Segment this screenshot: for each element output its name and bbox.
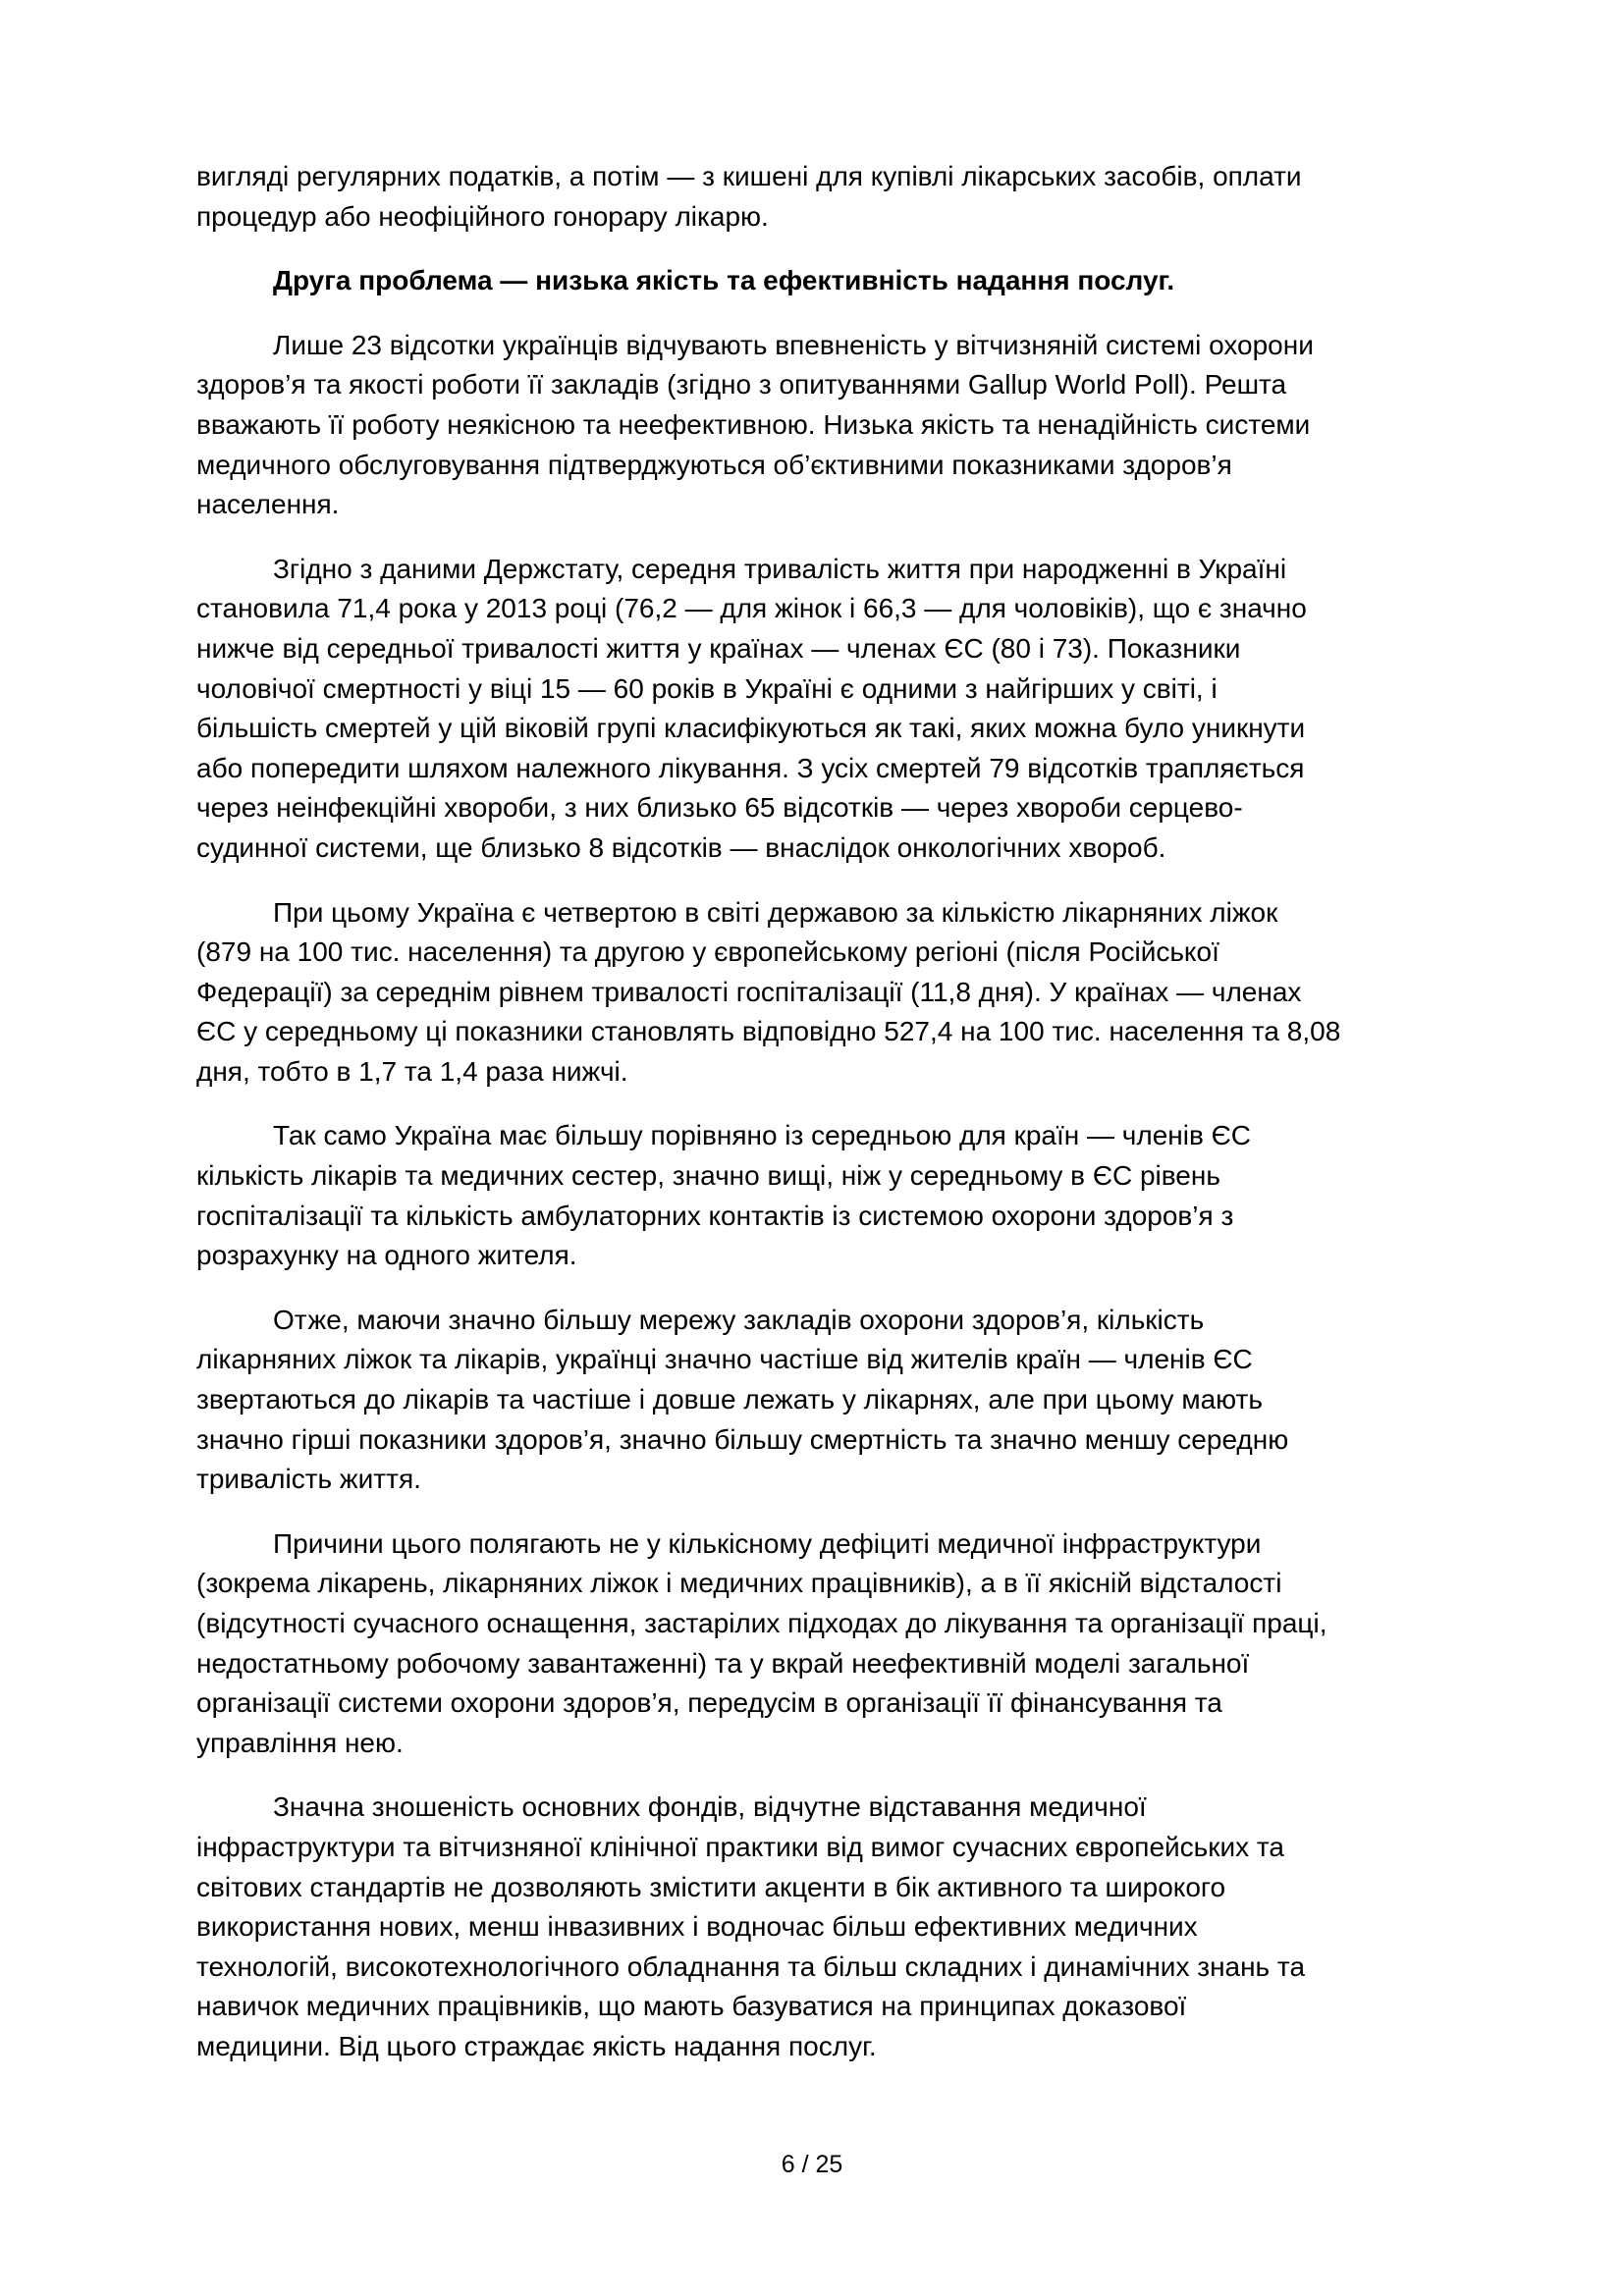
- paragraph-causes: Причини цього полягають не у кількісному дефіциті медичної інфраструктури (зокрема лікарень, лікарняних ліжок і медичних працівників), а в її якісній відсталості (відсутності сучасного оснащення, застарілих підходах до лікування та організації праці, недостатньому робочому завантаженні) та у вкрай неефективній моделі загальної організації системи охорони здоров’я, передусім в організації її фінансування та управління нею.: [196, 1527, 1327, 1758]
- page-number: 6 / 25: [781, 2151, 843, 2178]
- document-page: [196, 157, 1434, 2092]
- paragraph-doctors-nurses: Так само Україна має більшу порівняно із середньою для країн — членів ЄС кількість лікарів та медичних сестер, значно вищі, ніж у середньому в ЄС рівень госпіталізації та кількість амбулаторних контактів із системою охорони здоров’я з розрахунку на одного жителя.: [196, 1120, 1251, 1271]
- paragraph-life-expectancy: Згідно з даними Держстату, середня тривалість життя при народженні в Україні становила 71,4 рока у 2013 році (76,2 — для жінок і 66,3 — для чоловіків), що є значно нижче від середньої тривалості життя у країнах — членах ЄС (80 і 73). Показники чоловічої смертності у віці 15 — 60 років в Україні є одними з найгірших у світі, і більшість смертей у цій віковій групі класифікуються як такі, яких можна було уникнути або попередити шляхом належного лікування. З усіх смертей 79 відсотків трапляється через неінфекційні хвороби, з них близько 65 відсотків — через хвороби серцево- судинної системи, ще близько 8 відсотків — внаслідок онкологічних хвороб.: [196, 553, 1307, 863]
- paragraph-public-confidence: Лише 23 відсотки українців відчувають впевненість у вітчизняній системі охорони здоров’я та якості роботи її закладів (згідно з опитуваннями Gallup World Poll). Решта вважають її роботу неякісною та неефективною. Низька якість та ненадійність системи медичного обслуговування підтверджуються об’єктивними показниками здоров’я населення.: [196, 329, 1314, 520]
- paragraph-hospital-beds: При цьому Україна є четвертою в світі державою за кількістю лікарняних ліжок (879 на 100 тис. населення) та другою у європейському регіоні (після Російської Федерації) за середнім рівнем тривалості госпіталізації (11,8 дня). У країнах — членах ЄС у середньому ці показники становлять відповідно 527,4 на 100 тис. населення та 8,08 дня, тобто в 1,7 та 1,4 раза нижчі.: [196, 896, 1341, 1087]
- paragraph-infrastructure: Значна зношеність основних фондів, відчутне відставання медичної інфраструктури та вітчизняної клінічної практики від вимог сучасних європейських та світових стандартів не дозволяють змістити акценти в бік активного та широкого використання нових, менш інвазивних і водночас більш ефективних медичних технологій, високотехнологічного обладнання та більш складних і динамічних знань та навичок медичних працівників, що мають базуватися на принципах доказової медицини. Від цього страждає якість надання послуг.: [196, 1791, 1306, 2061]
- section-heading: Друга проблема — низька якість та ефективність надання послуг.: [273, 265, 1175, 296]
- paragraph-conclusion: Отже, маючи значно більшу мережу закладів охорони здоров’я, кількість лікарняних ліжок та лікарів, українці значно частіше від жителів країн — членів ЄС звертаються до лікарів та частіше і довше лежать у лікарнях, але при цьому мають значно гірші показники здоров’я, значно більшу смертність та значно меншу середню тривалість життя.: [196, 1304, 1289, 1495]
- paragraph-continuation: вигляді регулярних податків, а потім — з кишені для купівлі лікарських засобів, оплати процедур або неофіційного гонорару лікарю.: [196, 161, 1302, 232]
